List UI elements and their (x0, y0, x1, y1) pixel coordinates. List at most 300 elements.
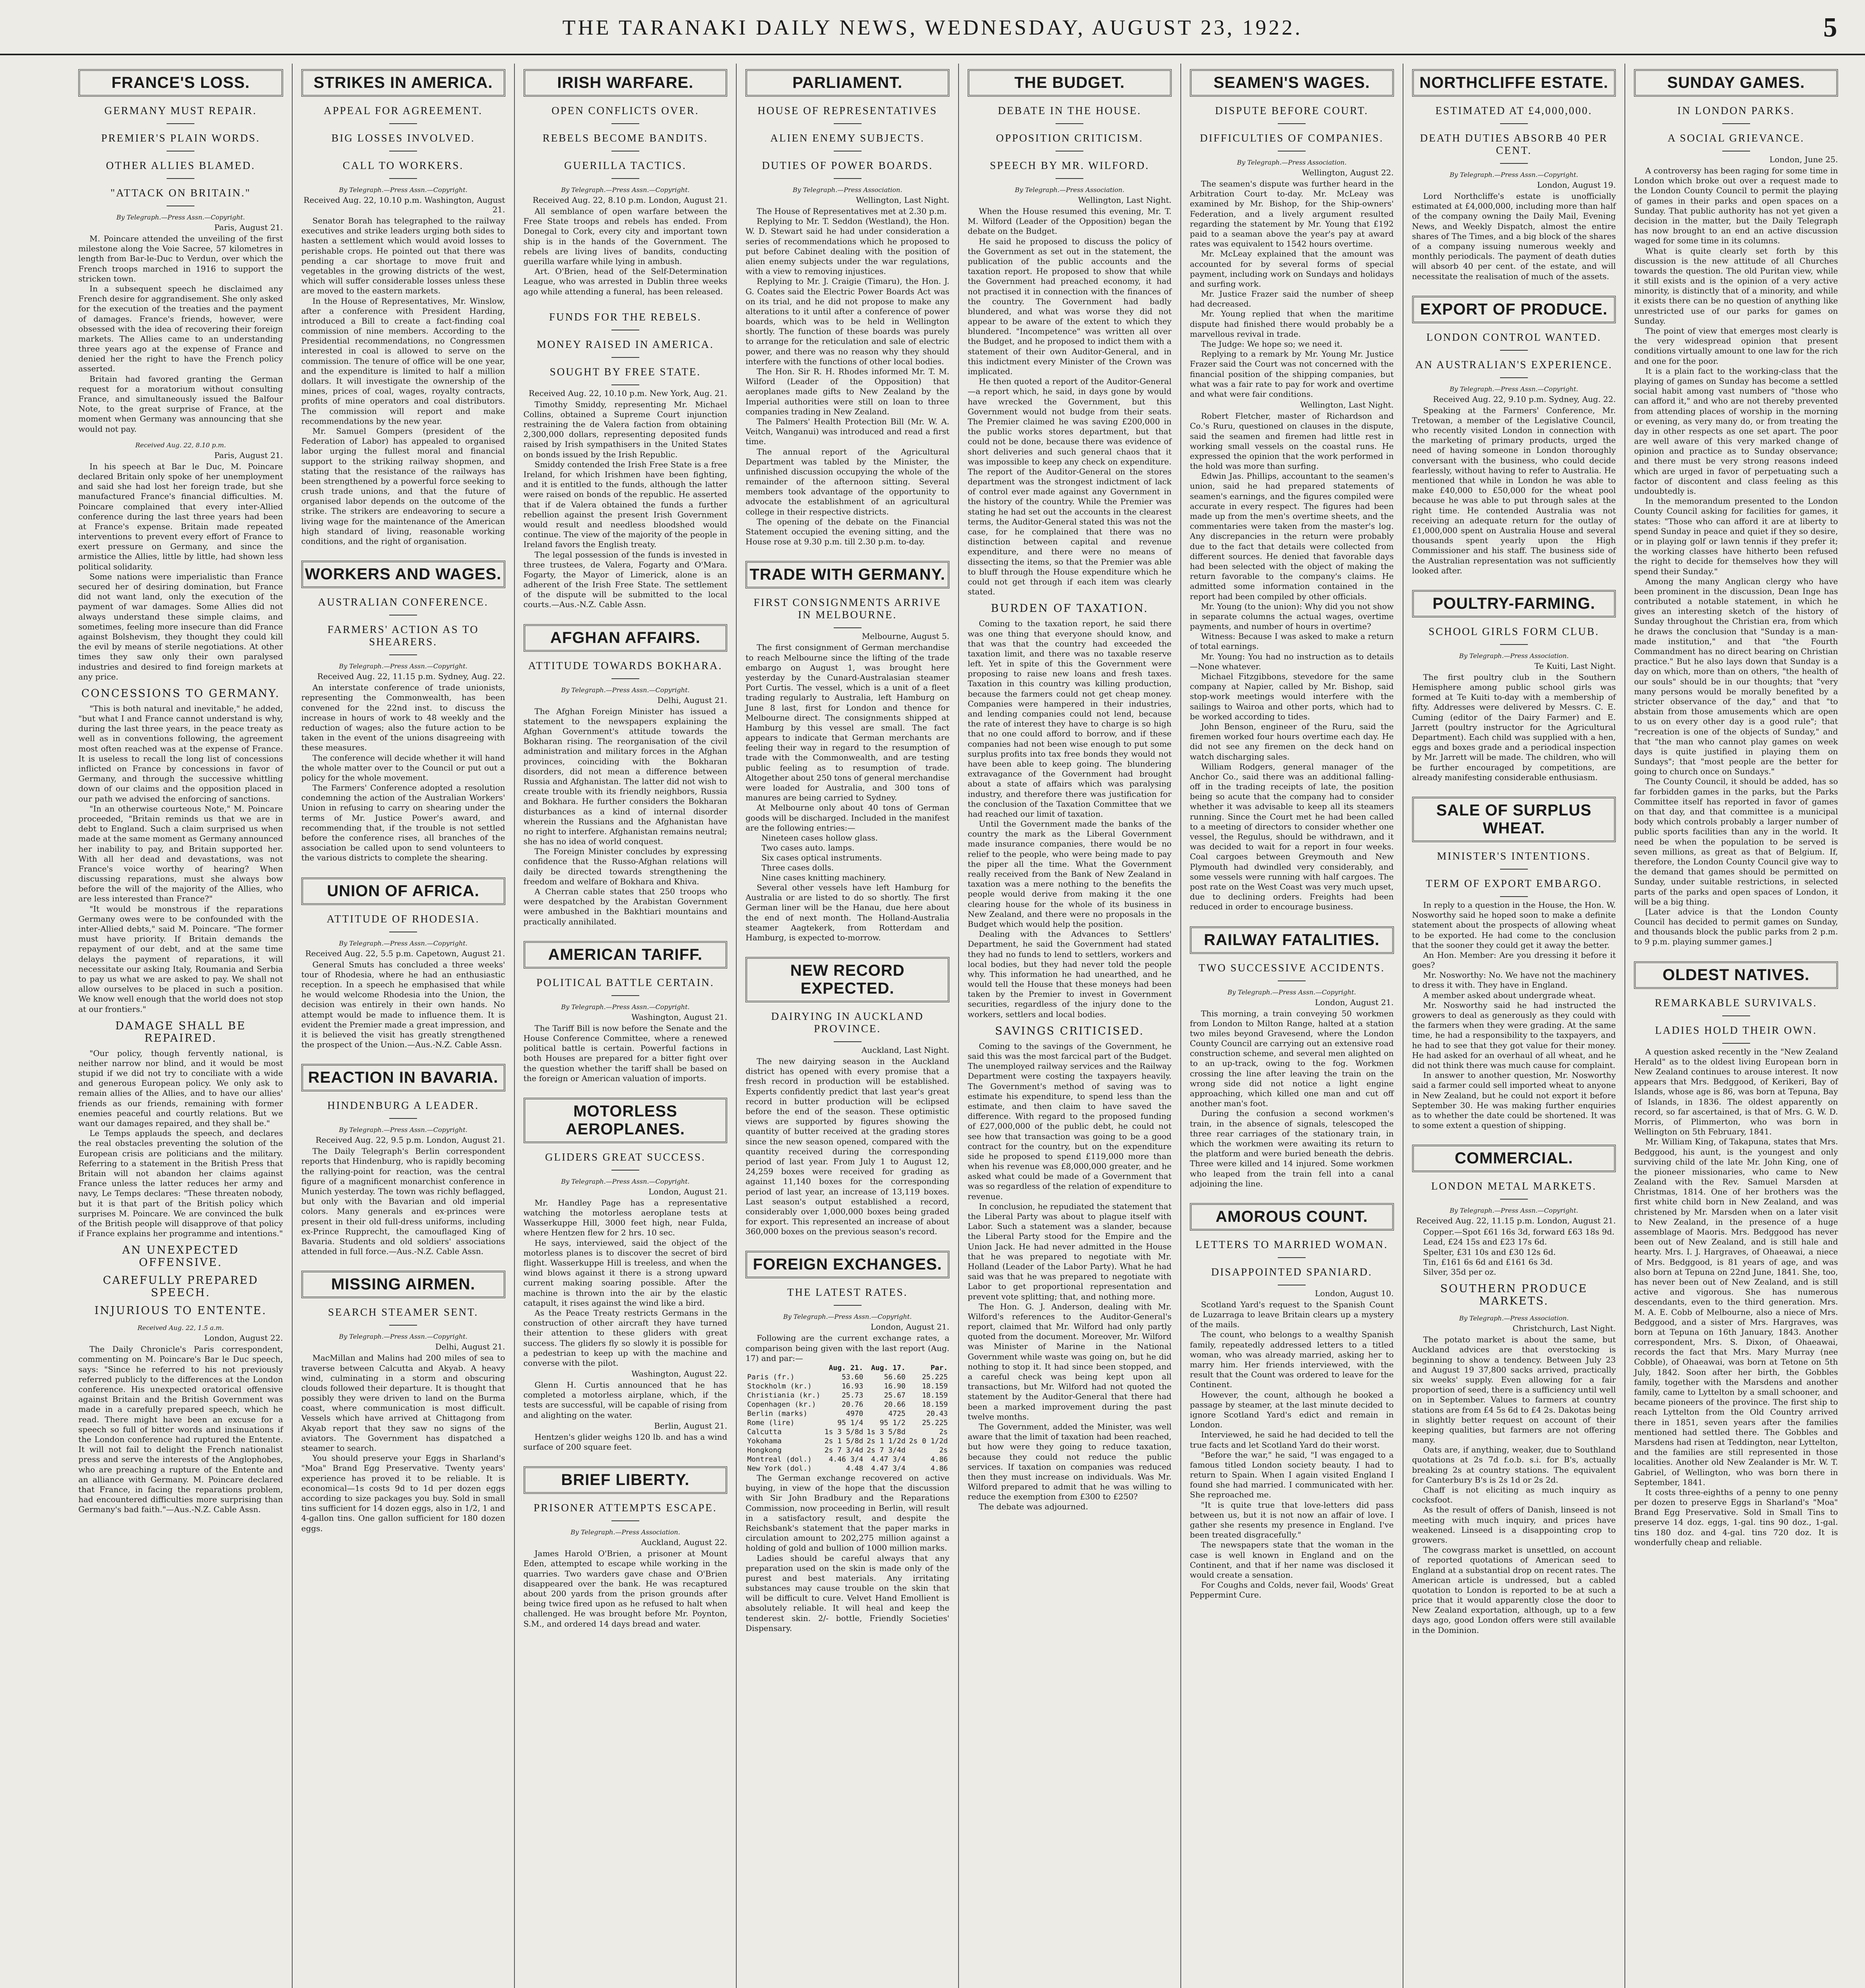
dateline: Received Aug. 22, 10.10 p.m. Washington, August 21. (303, 195, 505, 214)
section-heading: AN UNEXPECTED OFFENSIVE. (122, 1244, 239, 1269)
paragraph: A Cherran cable states that 250 troops who were despatched by the Arabistan Government were ambushed in the Bakhtiari mountains and practically annihilated. (523, 887, 728, 926)
paragraph: MacMillan and Malins had 200 miles of sea to traverse between Calcutta and Akyab. A heavy wind, culminating in a storm and obscuring clouds followed their departure. It is thought that possibly they were driven to land on the Burma coast, where communication is most difficult. Vessels which have arrived at Chittagong from Akyab report that they saw no signs of the aviators. The Government has dispatched a steamer to search. (301, 1353, 505, 1453)
subheading: A SOCIAL GRIEVANCE. (1634, 132, 1838, 151)
table-cell: 2s (939, 1428, 948, 1436)
paragraph: Smiddy contended the Irish Free State is a free Ireland, for which Irishmen have been fighting, and it is entitled to the funds, although the latter were raised on bonds of the republic. He asserted that if de Valera obtained the funds a further rebellion against the present Irish Government would result and needless bloodshed would continue. The view of the majority of the people in Ireland favors the English treaty. (523, 459, 728, 549)
table-cell: 20.43 (926, 1409, 948, 1418)
article-headline: PARLIAMENT. (745, 69, 949, 97)
table-cell: Stockholm (kr.) (747, 1382, 812, 1390)
subheading: LONDON METAL MARKETS. (1412, 1180, 1616, 1200)
paragraph: Mr. William King, of Takapuna, states that Mrs. Bedggood, his aunt, is the youngest and only surviving child of the late Mr. John King, one of the pioneer missionaries, who came to New Zealand with the Rev. Samuel Marsden at Christmas, 1814. One of her brothers was the first white child born in New Zealand, and was christened by Mr. Marsden when on a later visit to New Zealand, in the presence of a huge assemblage of Maoris. Mrs. Bedggood has never been out of New Zealand, and is still hale and hearty. Mrs. I. J. Hargraves, of Ohaeawai, a niece of Mrs. Bedggood, is 81 years of age, and was also born at Tepuna on 22nd June, 1841. She, too, has never been out of New Zealand, and is still active and vigorous. She has numerous descendants, even to the third generation. Mrs. M. A. E. Cobb of Melbourne, also a niece of Mrs. Bedggood, and a sister of Mrs. Hargraves, was born at Tepuna on 16th January, 1843. Another correspondent, Mrs. S. Dixon, of Ohaeawai, records the fact that Mrs. Mary Murray (nee Cobble), of Ohaeawai, was born at Tetone on 5th July, 1842. Soon after her birth, the Gobbles family, together with the Marsdens and another family, came to Lyttelton by a small schooner, and became pioneers of the province. The first ship to reach Lyttelton from the Old Country arrived there in 1851, seven years after the families mentioned had settled there. The Gobbles and Marsdens had risen at Teddington, near Lyttelton, and the families are still represented in those localities. Another old New Zealander is Mr. W. T. Gabriel, of Wellington, who was born there in September, 1841. (1634, 1137, 1838, 1487)
dateline: Wellington, Last Night. (856, 195, 949, 205)
wire-credit: By Telegraph.—Press Assn.—Copyright. (1227, 988, 1356, 996)
subheading: LONDON CONTROL WANTED. (1412, 331, 1616, 351)
section-heading: BURDEN OF TAXATION. (991, 602, 1149, 615)
list-item: Three cases dolls. (761, 862, 834, 872)
paragraph: Mr. Justice Frazer said the number of sheep had decreased. (1190, 289, 1394, 309)
section-heading: DAMAGE SHALL BE REPAIRED. (115, 1019, 246, 1044)
subheading: THE LATEST RATES. (745, 1286, 949, 1306)
wire-credit: By Telegraph.—Press Assn.—Copyright. (1450, 385, 1578, 393)
paragraph: What is quite clearly set forth by this discussion is the new attitude of all Churches towards the question. The old Puritan view, while it still exists and is the opinion of a very active minority, is distinctly that of a minority, and while it exists there can be no question of anything like unrestricted use of our parks for games on Sunday. (1634, 246, 1838, 326)
article-headline: REACTION IN BAVARIA. (301, 1064, 505, 1091)
paragraph: M. Poincare attended the unveiling of the first milestone along the Voie Sacree, 57 kilometres in length from Bar-le-Duc to Verdun, over which the French troops marched in 1916 to support the stricken town. (78, 234, 283, 283)
dateline: London, August 21. (648, 1186, 728, 1196)
subheading: FARMERS' ACTION AS TO SHEARERS. (301, 623, 505, 655)
subheading: DISAPPOINTED SPANIARD. (1190, 1266, 1394, 1285)
article-headline: AMERICAN TARIFF. (524, 941, 728, 969)
article-headline: SALE OF SURPLUS WHEAT. (1412, 797, 1616, 842)
table-cell: 2s 7 3/4d (824, 1446, 864, 1454)
table-cell: 20.76 (842, 1400, 864, 1409)
paragraph: Britain had favored granting the German request for a moratorium without consulting France, and simultaneously issued the Balfour Note, to the great surprise of France, at the moment when Germany was announcing that she would not pay. (78, 374, 283, 434)
subheading: IN LONDON PARKS. (1634, 105, 1838, 124)
subheading: REMARKABLE SURVIVALS. (1634, 997, 1838, 1016)
paragraph: Chaff is not eliciting as much inquiry as cocksfoot. (1412, 1485, 1616, 1505)
paragraph: A question asked recently in the "New Zealand Herald" as to the oldest living European born in New Zealand continues to arouse interest. It now appears that Mrs. Bedggood, of Kerikeri, Bay of Islands, whose age is 86, was born at Tepuna, Bay of Islands, in 1836. The oldest apparently on record, so far ascertained, is that of Mrs. G. W. D. Morris, of Plimmerton, who was born in Wellington on 5th February, 1841. (1634, 1046, 1838, 1137)
article (301, 69, 505, 546)
subheading: HOUSE OF REPRESENTATIVES (745, 105, 949, 124)
paragraph: Spelter, £31 10s and £30 12s 6d. (1423, 1247, 1556, 1257)
article-headline: THE BUDGET. (968, 69, 1172, 97)
subheading: PREMIER'S PLAIN WORDS. (78, 132, 283, 151)
subheading: CALL TO WORKERS. (301, 159, 505, 179)
article (745, 957, 949, 1237)
paragraph: It is a plain fact to the working-class that the playing of games on Sunday has become a settled social habit among vast numbers of "those who can afford it," and who are not thereby prevented from attending places of worship in the morning or evening, as very many do, or from treating the day in other respects as one set apart. The poor are well aware of this very marked change of opinion and practice as to Sunday observance; and there must be very strong reasons indeed which are urged in favor of perpetuating such a factor of discontent and class feeling as this undoubtedly is. (1634, 366, 1838, 496)
table-cell: 25.67 (884, 1391, 906, 1400)
subheading: OPEN CONFLICTS OVER. (524, 105, 728, 124)
subheading: OTHER ALLIES BLAMED. (78, 159, 283, 179)
wire-credit: By Telegraph.—Press Assn.—Copyright. (783, 1313, 912, 1321)
table-cell: 18.159 (922, 1400, 948, 1409)
article-headline: SUNDAY GAMES. (1634, 69, 1838, 97)
table-cell: Montreal (dol.) (747, 1455, 812, 1464)
dateline: Received Aug. 22, 11.15 p.m. Sydney, Aug. 22. (317, 672, 505, 681)
article-headline: IRISH WARFARE. (524, 69, 728, 97)
table-row (745, 1418, 949, 1427)
subheading: AN AUSTRALIAN'S EXPERIENCE. (1412, 359, 1616, 378)
article (745, 1251, 949, 1633)
wire-credit: By Telegraph.—Press Assn.—Copyright. (1450, 171, 1578, 179)
article-headline: BRIEF LIBERTY. (524, 1466, 728, 1494)
paragraph: Mr. Samuel Gompers (president of the Federation of Labor) has appealed to organised labor urging the fullest moral and financial support to the striking railway shopmen, and stating that the resistance of the railways has been strengthened by a powerful force seeking to crush trade unions, and that the future of organised labor depends on the outcome of the strike. The strikers are endeavoring to secure a living wage for the maintenance of the American high standard of living, reasonable working conditions, and the right of organisation. (301, 426, 505, 546)
article (524, 1098, 728, 1452)
column-header (745, 1363, 823, 1373)
paragraph: The opening of the debate on the Financial Statement occupied the evening sitting, and the House rose at 9.30 p.m. till 2.30 p.m. to-day. (745, 516, 949, 547)
subheading: BIG LOSSES INVOLVED. (301, 132, 505, 151)
paragraph: You should preserve your Eggs in Sharland's "Moa" Brand Egg Preservative. Twenty years' experience has proved it to be reliable. It is economical—1s costs 9d to 1d per dozen eggs according to size packages you buy. Sold in small tins sufficient for 14 dozen eggs, also in 1/2, 1 and 4-gallon tins. One gallon sufficient for 180 dozen eggs. (301, 1453, 505, 1533)
paragraph: Hentzen's glider weighs 120 lb. and has a wind surface of 200 square feet. (523, 1432, 728, 1452)
table-cell: 25.225 (922, 1419, 948, 1427)
paragraph: Timothy Smiddy, representing Mr. Michael Collins, obtained a Supreme Court injunction restraining the de Valera faction from obtaining 2,300,000 dollars, representing deposited funds raised by Irish sympathisers in the United States on bonds issued by the Irish Republic. (523, 399, 728, 459)
table-cell: Rome (lire) (747, 1419, 795, 1427)
paragraph: The count, who belongs to a wealthy Spanish family, repeatedly addressed letters to a titled woman, who was already married, asking her to marry him. Her friends interviewed, with the result that the Count was ordered to leave for the Continent. (1190, 1330, 1394, 1390)
paragraph: In a subsequent speech he disclaimed any French desire for aggrandisement. She only asked for the execution of the treaties and the payment of damages. France's friends, however, were obsessed with the idea of recovering their foreign markets. The Allies came to an understanding three years ago at the expense of France and denied her the right to have the French policy asserted. (78, 283, 283, 374)
subheading: DUTIES OF POWER BOARDS. (745, 159, 949, 179)
paragraph: Silver, 35d per oz. (1423, 1267, 1496, 1277)
masthead (0, 0, 1865, 55)
article-headline: POULTRY-FARMING. (1412, 590, 1616, 617)
subheading: AUSTRALIAN CONFERENCE. (301, 596, 505, 615)
subheading: PRISONER ATTEMPTS ESCAPE. (524, 1502, 728, 1521)
article (524, 624, 728, 927)
column-7 (1403, 64, 1625, 1988)
wire-credit: By Telegraph.—Press Assn.—Copyright. (561, 186, 690, 194)
table-cell: 18.159 (922, 1382, 948, 1390)
wire-credit: By Telegraph.—Press Association. (1015, 186, 1125, 194)
dateline: Received Aug. 22, 8.10 p.m. London, August 21. (532, 195, 728, 205)
table-cell: 25.225 (922, 1373, 948, 1381)
section-heading: CAREFULLY PREPARED SPEECH. (103, 1274, 259, 1299)
paragraph: The County Council, it should be added, has so far forbidden games in the parks, but the Parks Committee itself has reported in favor of games on that day, and that committee is a municipal body which controls probably a larger number of public sports facilities than any in the world. It need be when the population to be served is seven millions, as great as that of Belgium. If, therefore, the London County Council give way to the demand that games should be permitted on Sunday, under suitable restrictions, in selected parts of the parks and open spaces of London, it will be a big thing. (1634, 777, 1838, 907)
article (301, 878, 505, 1050)
article-headline: WORKERS AND WAGES. (301, 561, 505, 588)
article-headline: FOREIGN EXCHANGES. (745, 1251, 949, 1278)
table-cell: Berlin (marks) (747, 1409, 807, 1418)
subheading: TWO SUCCESSIVE ACCIDENTS. (1190, 962, 1394, 981)
paragraph: The House of Representatives met at 2.30 p.m. (757, 206, 947, 216)
article (1634, 961, 1838, 1547)
table-cell: 4.86 (930, 1464, 948, 1473)
article-headline: EXPORT OF PRODUCE. (1412, 296, 1616, 323)
subheading: SCHOOL GIRLS FORM CLUB. (1412, 625, 1616, 645)
paragraph: The Judge: We hope so; we need it. (1201, 339, 1343, 349)
table-cell: 4970 (846, 1409, 864, 1418)
table-row (745, 1446, 949, 1455)
paragraph: Mr. Handley Page has a representative watching the motorless aeroplane tests at Wasserkuppe Hill, 3000 feet high, near Fulda, where Hentzen flew for 2 hrs. 10 sec. (523, 1198, 728, 1238)
table-cell: Hongkong (747, 1446, 782, 1454)
article (745, 69, 949, 547)
paragraph: He said he proposed to discuss the policy of the Government as set out in the statement, the publication of the public accounts and the taxation report. He proposed to show that while the Government had preached economy, it had not practised it in connection with the finances of the country. The Government had badly blundered, and what was worse they did not appear to be aware of the extent to which they blundered. "Incompetence" was written all over the Budget, and he proposed to indict them with a statement of their own Auditor-General, and in this indictment every Minister of the Crown was implicated. (968, 236, 1172, 376)
table-cell: 16.93 (842, 1382, 864, 1390)
paragraph: The new dairying season in the Auckland district has opened with every promise that a fresh record in production will be established. Experts confidently predict that last year's great record in butter production will be eclipsed before the end of the season. These optimistic views are supported by figures showing the quantity of butter received at the grading stores since the new season opened, compared with the quantity received during the corresponding period of last year. From July 1 to August 12, 24,259 boxes were received for grading as against 11,140 boxes for the corresponding period of last year, an increase of 13,119 boxes. Last season's output established a record, considerably over 1,000,000 boxes being graded for export. This represented an increase of about 360,000 boxes on the previous season's record. (745, 1056, 949, 1237)
dateline: Wellington, Last Night. (1078, 195, 1172, 205)
subheading: MINISTER'S INTENTIONS. (1412, 850, 1616, 870)
list-item: Two cases auto. lamps. (761, 843, 855, 852)
paragraph: Replying to Mr. T. Seddon (Westland), the Hon. W. D. Stewart said he had under consideration a series of recommendations which he proposed to put before Cabinet dealing with the position of alien enemy subjects under the war regulations, with a view to removing injustices. (745, 216, 949, 276)
subheading: GERMANY MUST REPAIR. (78, 105, 283, 124)
table-cell: 20.66 (884, 1400, 906, 1409)
section-heading: INJURIOUS TO ENTENTE. (94, 1305, 267, 1317)
article (1190, 69, 1394, 912)
article (1190, 926, 1394, 1189)
dateline: Wellington, August 22. (1302, 168, 1394, 177)
paragraph: Until the Government made the banks of the country the mark as the Liberal Government made insurance companies, there would be no relief to the people, who were being made to pay the piper all the time. What the Government really received from the Bank of New Zealand in taxation was a mere nothing to the benefits the people would derive from making it the one clearing house for the whole of its business in New Zealand, and there were no proposals in the Budget which would help the position. (968, 819, 1172, 929)
article (524, 69, 728, 297)
paragraph: Mr. Young (to the union): Why did you not show in separate columns the actual wages, overtime payments, and number of hours in overtime? (1190, 601, 1394, 631)
paragraph: "Before the war," he said, "I was engaged to a famous titled London society beauty. I had to return to Spain. When I again visited England I found she had married. I communicated with her. She reproached me. (1190, 1450, 1394, 1500)
list-item: Nineteen cases hollow glass. (761, 833, 878, 843)
column-8 (1624, 64, 1847, 1988)
article (1412, 1145, 1616, 1635)
paragraph: The Palmers' Health Protection Bill (Mr. W. A. Veitch, Wanganui) was introduced and read a first time. (745, 416, 949, 447)
table-cell: 4.86 (930, 1455, 948, 1464)
newspaper-title: THE TARANAKI DAILY NEWS, WEDNESDAY, AUGUST 23, 1922. (562, 16, 1303, 39)
paragraph: Several other vessels have left Hamburg for Australia or are listed to do so shortly. The first German liner will be the Hanau, due here about the end of next month. The Holland-Australia steamer Aagtekerk, from Rotterdam and Hamburg, is expected to-morrow. (745, 882, 949, 942)
paragraph: For Coughs and Colds, never fail, Woods' Great Peppermint Cure. (1190, 1580, 1394, 1600)
wire-credit: By Telegraph.—Press Assn.—Copyright. (561, 1177, 690, 1185)
paragraph: Mr. McLeay explained that the amount was accounted for by several forms of special payment, including work on Sundays and holidays and surfing work. (1190, 249, 1394, 289)
table-row (745, 1391, 949, 1400)
subheading: DEATH DUTIES ABSORB 40 PER CENT. (1412, 132, 1616, 164)
subheading: OPPOSITION CRITICISM. (968, 132, 1172, 151)
subheading: HINDENBURG A LEADER. (301, 1099, 505, 1119)
paragraph: All semblance of open warfare between the Free State troops and rebels has ended. From Donegal to Cork, every city and important town ship is in the hands of the Government. The rebels are living lives of bandits, conducting guerilla warfare while lying in ambush. (523, 206, 728, 266)
dateline: London, August 22. (204, 1333, 283, 1343)
table-cell: Copenhagen (kr.) (747, 1400, 816, 1409)
dateline: Wellington, Last Night. (1300, 400, 1394, 410)
paragraph: At Melbourne only about 40 tons of German goods will be discharged. Included in the manifest are the following entries:— (745, 803, 949, 833)
table-cell: 95 1/2 (879, 1419, 906, 1427)
wire-credit: By Telegraph.—Press Assn.—Copyright. (339, 939, 468, 947)
paragraph: The Hon. Sir R. H. Rhodes informed Mr. T. M. Wilford (Leader of the Opposition) that aeroplanes made gifts to New Zealand by the Imperial authorities were still on loan to three companies trading in New Zealand. (745, 367, 949, 416)
article-headline: NEW RECORD EXPECTED. (745, 957, 949, 1002)
dateline: Delhi, August 21. (657, 695, 728, 705)
paragraph: The Daily Telegraph's Berlin correspondent reports that Hindenburg, who is rapidly becoming the rallying-point for reaction, was the central figure of a magnificent monarchist conference in Munich yesterday. The town was richly beflagged, but only with the Bavarian and old imperial colors. Many generals and ex-princes were present in their old full-dress uniforms, including ex-Prince Rupprecht, the camouflaged King of Bavaria. Students and old soldiers' associations attended in full force.—Aus.-N.Z. Cable Assn. (301, 1146, 505, 1256)
subheading: ALIEN ENEMY SUBJECTS. (745, 132, 949, 151)
paragraph: The conference will decide whether it will hand the whole matter over to the Council or put out a policy for the whole movement. (301, 753, 505, 782)
paragraph: Art. O'Brien, head of the Self-Determination League, who was arrested in Dublin three weeks ago while attending a funeral, has been released. (523, 266, 728, 296)
wire-credit: By Telegraph.—Press Assn.—Copyright. (116, 214, 245, 221)
paragraph: Oats are, if anything, weaker, due to Southland quotations at 2s 7d f.o.b. s.i. for B's, actually breaking 2s at country stations. The equivalent for Canterbury B's is 2s 1d or 2s 2d. (1412, 1445, 1616, 1485)
dateline: London, June 25. (1769, 155, 1838, 164)
paragraph: The Hon. G. J. Anderson, dealing with Mr. Wilford's references to the Auditor-General's report, claimed that Mr. Wilford had only partly quoted from the document. Moreover, Mr. Wilford was Minister of Marine in the National Government while waste was going on, but he did nothing to stop it. It had since been stopped, and a careful check was being kept upon all transactions, but Mr. Wilford had not quoted the statement by the Auditor-General that there had been a marked improvement during the past twelve months. (968, 1301, 1172, 1421)
paragraph: The Afghan Foreign Minister has issued a statement to the newspapers explaining the Afghan Government's attitude towards the Bokharan rising. The reorganisation of the civil administration and military forces in the Afghan provinces, coinciding with the Bokharan disorders, did not mean a difference between Russia and Afghanistan. The latter did not wish to create trouble with its friendly neighbors, Russia and Bokhara. He further considers the Bokharan disturbances as a kind of internal disorder wherein the Russians and the Afghanistan have no right to interfere. Afghanistan remains neutral; she has no idea of world conquest. (523, 706, 728, 846)
list-item: Six cases optical instruments. (761, 852, 882, 862)
dateline: Paris, August 21. (214, 450, 283, 460)
paragraph: The Farmers' Conference adopted a resolution condemning the action of the Australian Workers' Union in refusing to carry on shearing under the terms of Mr. Justice Power's award, and recommending that, if the trouble is not settled before the conference rises, all branches of the association be called upon to send volunteers to the various districts to complete the shearing. (301, 783, 505, 863)
column-header: Par. (930, 1364, 948, 1372)
paragraph: However, the count, although he booked a passage by steamer, at the last minute decided to ignore Scotland Yard's edict and remain in London. (1190, 1390, 1394, 1430)
column-6 (1180, 64, 1403, 1988)
subheading: DISPUTE BEFORE COURT. (1190, 105, 1394, 124)
table-cell: New York (dol.) (747, 1464, 812, 1473)
table-cell: Paris (fr.) (747, 1373, 795, 1381)
dateline: Christchurch, Last Night. (1512, 1324, 1616, 1334)
paragraph: In answer to another question, Mr. Nosworthy said a farmer could sell imported wheat to anyone in New Zealand, but he could not export it before September 30. He was making further enquiries as to whether the date could be shortened. It was to some extent a question of shipping. (1412, 1070, 1616, 1130)
paragraph: Replying to Mr. J. Craigie (Timaru), the Hon. J. G. Coates said the Electric Power Boards Act was on its trial, and he did not propose to make any alterations to it until after a conference of power boards, which was to be held in Wellington shortly. The function of these boards was purely to arrange for the reticulation and sale of electric power, and there was no reason why they should interfere with the functions of other local bodies. (745, 276, 949, 366)
paragraph: Lord Northcliffe's estate is unofficially estimated at £4,000,000, including more than half of the company owning the Daily Mail, Evening News, and Weekly Dispatch, almost the entire shares of The Times, and a big block of the shares of a company issuing numerous weekly and monthly periodicals. The payment of death duties will absorb 40 per cent. of the estate, and will necessitate the realisation of much of the assets. (1412, 191, 1616, 281)
table-cell: 1s 3 5/8d (867, 1428, 906, 1436)
subheading: APPEAL FOR AGREEMENT. (301, 105, 505, 124)
paragraph: The point of view that emerges most clearly is the very widespread opinion that present conditions virtually amount to one law for the rich and one for the poor. (1634, 326, 1838, 366)
section-heading: CONCESSIONS TO GERMANY. (81, 687, 280, 700)
paragraph: John Benson, engineer of the Ruru, said the firemen worked four hours overtime each day. He did not see any firemen on the deck hand on watch discharging sales. (1190, 721, 1394, 761)
paragraph: The Tariff Bill is now before the Senate and the House Conference Committee, where a renewed political battle is certain. Powerful factions in both Houses are prepared for a bitter fight over the question whether the tariff shall be based on the foreign or American valuation of imports. (523, 1023, 728, 1083)
table-cell: 2s 7 3/4d (867, 1446, 906, 1454)
dateline: London, August 21. (870, 1322, 949, 1332)
paragraph: He says, interviewed, said the object of the motorless planes is to discover the secret of bird flight. Wasserkuppe Hill is treeless, and when the wind blows against it there is a strong upward current making soaring possible. After the machine is thrown into the air by the elastic catapult, it rises against the wind like a bird. (523, 1238, 728, 1308)
table-cell: Calcutta (747, 1428, 782, 1436)
paragraph: The first consignment of German merchandise to reach Melbourne since the lifting of the trade embargo on August 1, was brought here yesterday by the Cunard-Australasian steamer Port Curtis. The vessel, which is a unit of a fleet trading regularly to Australia, left Hamburg on June 8 last, first for London and thence for Melbourne direct. The consignments shipped at Hamburg by this vessel are small. The fact appears to indicate that German merchants are feeling their way in regard to the resumption of trade with the Commonwealth, and are testing public feeling as to resumption of trade. Altogether about 250 tons of general merchandise were loaded for Australia, and 300 tons of manures are being carried to Sydney. (745, 643, 949, 803)
subheading: FIRST CONSIGNMENTS ARRIVE IN MELBOURNE. (745, 596, 949, 628)
paragraph: As the result of offers of Danish, linseed is not meeting with much inquiry, and prices have weakened. Linseed is a disappointing crop to growers. (1412, 1505, 1616, 1545)
exchange-rates-table (745, 1363, 949, 1473)
paragraph: In the memorandum presented to the London County Council asking for facilities for games, it states: "Those who can afford it are at liberty to spend Sunday in peace and quiet if they so desire, or in playing golf or lawn tennis if they prefer it; the working classes have hitherto been refused the right to decide for themselves how they will spend their Sunday." (1634, 496, 1838, 576)
paragraph: This morning, a train conveying 50 workmen from London to Milton Range, halted at a station two miles beyond Gravesend, where the London County Council are carrying out an extensive road construction scheme, and several men alighted on to an up-track, owing to the fog. Workmen crossing the line after leaving the train on the wrong side did not notice a light engine approaching, which killed one man and cut off another man's foot. (1190, 1008, 1394, 1109)
subheading: LADIES HOLD THEIR OWN. (1634, 1024, 1838, 1044)
paragraph: The German exchange recovered on active buying, in view of the hope that the discussion with Sir John Bradbury and the Reparations Commission, now proceeding in Berlin, will result in a satisfactory result, and despite the Reichsbank's statement that the paper marks in circulation amount to 202,275 million against a holding of gold and bullion of 1000 million marks. (745, 1473, 949, 1553)
paragraph: The cowgrass market is unsettled, on account of reported quotations of American seed to England at a substantial drop on recent rates. The American article is undressed, but a cabled quotation to London is reported to be at such a price that it would apparently close the door to New Zealand exportation, although, up to a few days ago, good London offers were still available in the Dominion. (1412, 1545, 1616, 1635)
paragraph: Interviewed, he said he had decided to tell the true facts and let Scotland Yard do their worst. (1190, 1430, 1394, 1450)
article-headline: AMOROUS COUNT. (1190, 1203, 1394, 1231)
dateline: London, August 19. (1537, 180, 1616, 190)
article (524, 941, 728, 1083)
subheading: MONEY RAISED IN AMERICA. (524, 338, 728, 358)
paragraph: General Smuts has concluded a three weeks' tour of Rhodesia, where he had an enthusiastic reception. In a speech he emphasised that while he would welcome Rhodesia into the Union, the decision was entirely in their own hands. No attempt would be made to influence them. It is evident the Premier made a great impression, and it is believed the visit has greatly strengthened the prospect of the Union.—Aus.-N.Z. Cable Assn. (301, 959, 505, 1050)
paragraph: Mr. Nosworthy: No. We have not the machinery to dress it with. They have in England. (1412, 970, 1616, 990)
paragraph: Ladies should be careful always that any preparation used on the skin is made only of the purest and best materials. Any irritating substances may cause trouble on the skin that will be difficult to cure. Velvet Hand Emollient is absolutely reliable. It will heal and keep the tenderest skin. 2/- bottle, Friendly Societies' Dispensary. (745, 1553, 949, 1633)
paragraph: Mr. Nosworthy said he had instructed the growers to deal as generously as they could with the farmers when they were grading. At the same time, he had a responsibility to the taxpayers, and he had to see that they got value for their money. He had asked for an overhaul of all wheat, and he did not think there was much cause for complaint. (1412, 1000, 1616, 1070)
subheading: DEBATE IN THE HOUSE. (968, 105, 1172, 124)
paragraph: Mr. Young: You had no instruction as to details—None whatever. (1190, 651, 1394, 671)
paragraph: Dealing with the Advances to Settlers' Department, he said the Government had stated they had no funds to lend to settlers, workers and local bodies, but they had never told the people why. This information he had unearthed, and he would tell the House that these moneys had been taken by the Premier to invest in Government securities, regardless of the injury done to the workers, settlers and local bodies. (968, 929, 1172, 1019)
paragraph: Some nations were imperialistic than France secured her of desiring domination, but France did not want land, only the execution of the payment of war damages. Some Allies did not always understand these simple claims, and sometimes, feeling more insecure than did France against Bolshevism, they thought they could kill the evil by means of sterile negotiations. At other times they saw only their own paralysed industries and desired to find foreign markets at any price. (78, 571, 283, 681)
table-cell: 4725 (888, 1409, 906, 1418)
wire-credit: By Telegraph.—Press Assn.—Copyright. (561, 1003, 690, 1011)
paragraph: The seamen's dispute was further heard in the Arbitration Court to-day. Mr. McLeay was examined by Mr. Bishop, for the Ship-owners' Federation, and a lively argument resulted regarding the statement by Mr. Young that £192 paid to a seaman above the year's pay at award rates was equivalent to 1542 hours overtime. (1190, 179, 1394, 249)
table-cell: 4.46 3/4 (829, 1455, 864, 1464)
paragraph: "Our policy, though fervently national, is neither narrow nor blind, and it would be most stupid if we did not try to conciliate with a wide and generous European policy. We only ask to remain allies of the Allies, and to have our allies' friends as our friends, remaining with former enemies peaceful and courtly relations. But we want our damages repaired, and they shall be." (78, 1048, 283, 1128)
table-cell: Yokohama (747, 1437, 782, 1445)
article-headline: UNION OF AFRICA. (301, 878, 505, 905)
table-row (745, 1409, 949, 1418)
paragraph: Among the many Anglican clergy who have been prominent in the discussion, Dean Inge has contributed a notable statement, in which he gives an interesting sketch of the history of Sunday throughout the Christian era, from which he draws the conclusion that "Sunday is a man-made institution," and that "the Fourth Commandment has no direct bearing on Christian practice." But he also lays down that Sunday is a day on which, more than on others, "the health of our souls" should be in our thoughts; that "very many persons would be morally benefited by a stricter observance of the day," and that "to abstain from those amusements which are open to us on every other day is a good rule"; that "recreation is one of the objects of Sunday," and that "the man who cannot play games on week days is quite justified in playing them on Sundays"; that "most people are the better for going to church once on Sundays." (1634, 576, 1838, 777)
paragraph: Replying to a remark by Mr. Young Mr. Justice Frazer said the Court was not concerned with the financial position of the shipping companies, but what was a fair rate to pay for work and overtime and what were fair conditions. (1190, 349, 1394, 399)
article (1412, 797, 1616, 1130)
column-header: Aug. 21. (829, 1364, 864, 1372)
paragraph: Robert Fletcher, master of Richardson and Co.'s Ruru, questioned on clauses in the dispute, said the seamen and firemen had little rest in working small vessels on the coastal runs. He expressed the opinion that the work performed in the hold was more than surfing. (1190, 411, 1394, 471)
paragraph: The annual report of the Agricultural Department was tabled by the Minister, the unfinished discussion occupying the whole of the remainder of the afternoon sitting. Several members took advantage of the opportunity to advocate the establishment of an agricultural college in their respective districts. (745, 447, 949, 516)
dateline: Berlin, August 21. (654, 1421, 728, 1431)
paragraph: In his speech at Bar le Duc, M. Poincare declared Britain only spoke of her unemployment and said she had lost her foreign trade, but she manufactured France's financial difficulties. M. Poincare complained that every inter-Allied conference during the last three years had been at France's expense. Britain made repeated interventions to prevent every effort of France to exert pressure on Germany, and since the armistice the Allies, little by little, had shown less political solidarity. (78, 461, 283, 571)
paragraph: In the House of Representatives, Mr. Winslow, after a conference with President Harding, introduced a Bill to create a fact-finding coal commission of nine members. According to the Presidential recommendations, no Congressmen interested in coal is allowed to serve on the commission. The tenure of office will be one year, and the expenditure is limited to half a million dollars. It will investigate the ownership of the mines, prices of coal, wages, royalty contracts, profits of mine operators and coal distributors. The commission will report and make recommendations by the new year. (301, 296, 505, 426)
table-cell: 2s (939, 1446, 948, 1454)
paragraph: An interstate conference of trade unionists, representing the Commonwealth, has been convened for the 22nd inst. to discuss the increase in hours of work to 48 weekly and the reduction of wages; also the future action to be taken in the event of the unions disagreeing with these measures. (301, 683, 505, 753)
table-cell: 53.60 (842, 1373, 864, 1381)
dateline: Received Aug. 22, 10.10 p.m. New York, Aug. 21. (528, 388, 728, 398)
table-cell: 56.60 (884, 1373, 906, 1381)
article-headline: RAILWAY FATALITIES. (1190, 926, 1394, 954)
paragraph: A member asked about undergrade wheat. (1423, 990, 1596, 1000)
table-row (745, 1373, 949, 1382)
dateline: Received Aug. 22, 9.10 p.m. Sydney, Aug. 22. (1433, 394, 1616, 404)
table-row (745, 1464, 949, 1473)
paragraph: Edwin Jas. Phillips, accountant to the seamen's union, said he had prepared statements of seamen's earnings, and the figures compiled were accurate in every respect. The figures had been made up from the men's overtime sheets, and the commentaries were taken from the master's log. Any discrepancies in the return were probably due to the fact that details were collected from different sources. He denied that favorable days had been selected with the object of making the return favorable to the company's claims. He admitted some information contained in the report had been compiled by other officials. (1190, 471, 1394, 601)
subheading: SPEECH BY MR. WILFORD. (968, 159, 1172, 179)
article (301, 1271, 505, 1533)
table-cell: Christiania (kr.) (747, 1391, 821, 1400)
page-number: 5 (1823, 12, 1837, 43)
wire-credit: By Telegraph.—Press Assn.—Copyright. (561, 686, 690, 694)
paragraph: The legal possession of the funds is invested in three trustees, de Valera, Fogarty and O'Mara. Fogarty, the Mayor of Limerick, alone is an adherent of the Irish Free State. The settlement of the dispute will be submitted to the local courts.—Aus.-N.Z. Cable Assn. (523, 549, 728, 610)
column-1 (70, 64, 292, 1988)
column-header: Aug. 17. (871, 1364, 906, 1372)
dateline: Delhi, August 21. (435, 1342, 505, 1352)
article (968, 69, 1172, 1512)
subheading: LETTERS TO MARRIED WOMAN. (1190, 1239, 1394, 1258)
item-list (761, 833, 949, 883)
paragraph: Lead, £24 15s and £23 17s 6d. (1423, 1237, 1547, 1247)
table-header-row (745, 1363, 949, 1373)
paragraph: William Rodgers, general manager of the Anchor Co., said there was an additional falling-off in the trading receipts of late, the position being so acute that the company had to consider whether it was advisable to keep all its steamers running. Since the Court met he had been called to a meeting of directors to consider whether one vessel, the Regulus, should be withdrawn, and it was decided to wait for a report in four weeks. Coal cargoes between Greymouth and New Plymouth had dwindled very considerably, and some vessels were running with half cargoes. The post rate on the West Coast was very much upset, due to declining orders. Freights had been reduced in order to encourage business. (1190, 761, 1394, 912)
article (78, 69, 283, 1514)
paragraph: In conclusion, he repudiated the statement that the Liberal Party was about to plague itself with Labor. Such a statement was a slander, because the Liberal Party stood for the Empire and the Union Jack. He had never admitted in the House that he was prepared to negotiate with Mr. Holland (Leader of the Labor Party). What he had said was that he was prepared to negotiate with Labor to get proportional representation and prevent vote splitting; that, and nothing more. (968, 1201, 1172, 1301)
article-headline: SEAMEN'S WAGES. (1190, 69, 1394, 97)
article-headline: TRADE WITH GERMANY. (745, 561, 949, 588)
article (524, 1466, 728, 1629)
dateline: London, August 21. (1315, 997, 1394, 1007)
subheading: ATTITUDE OF RHODESIA. (301, 913, 505, 932)
article-headline: COMMERCIAL. (1412, 1145, 1616, 1172)
paragraph: Michael Fitzgibbons, stevedore for the same company at Napier, called by Mr. Bishop, said stop-work meetings would interfere with the sailings to Wairoa and other ports, which had to be worked according to tides. (1190, 672, 1394, 721)
paragraph: James Harold O'Brien, a prisoner at Mount Eden, attempted to escape while working in the quarries. Two warders gave chase and O'Brien disappeared over the bank. He was recaptured about 200 yards from the prison grounds after being twice fired upon as he refused to halt when challenged. He was brought before Mr. Poynton, S.M., and ordered 14 days bread and water. (523, 1549, 728, 1629)
wire-credit: By Telegraph.—Press Assn.—Copyright. (339, 1126, 468, 1134)
paragraph: Scotland Yard's request to the Spanish Count de Luzarraga to leave Britain clears up a mystery of the mails. (1190, 1299, 1394, 1330)
paragraph: As the Peace Treaty restricts Germans in the construction of other aircraft they have turned their attention to these gliders with great success. The gliders fly so slowly it is possible for a pedestrian to keep up with the machine and converse with the pilot. (523, 1308, 728, 1368)
paragraph: Following are the current exchange rates, a comparison being given with the last report (Aug. 17) and par:— (745, 1333, 949, 1363)
paragraph: "It would be monstrous if the reparations Germany owes were to be confounded with the inter-Allied debts," said M. Poincare. "The former must have priority. If Britain demands the repayment of our debt, and at the same time delays the payment of reparations, it will necessitate our asking Italy, Roumania and Serbia to pay us what we are asked to pay. We shall not allow ourselves to be placed in such a position. We know well enough that the world does not stop at our frontiers." (78, 904, 283, 1014)
dateline: Auckland, Last Night. (861, 1045, 949, 1055)
article-headline: MOTORLESS AEROPLANES. (524, 1098, 728, 1143)
table-row (745, 1427, 949, 1437)
subheading: GLIDERS GREAT SUCCESS. (524, 1151, 728, 1171)
paragraph: The Daily Chronicle's Paris correspondent, commenting on M. Poincare's Bar le Duc speech, says: "Since he referred to his not previously referred publicly to the differences at the London conference. His unexpected oratorical offensive against Britain and the British Government was made in a carefully prepared speech, which he read. There might have been an excuse for a speech so full of bitter words and insinuations if the London conference had ruptured the Entente. It will not fail to delight the French nationalist press and serve the interests of the Anglophobes, who are preaching a rupture of the Entente and an alliance with Germany. M. Poincare declared that France, in facing the reparations problem, had encountered difficulties more surprising than Germany's bad faith."—Aus.-N.Z. Cable Assn. (78, 1344, 283, 1514)
table-cell: 4.48 (846, 1464, 864, 1473)
article (301, 561, 505, 863)
article-headline: OLDEST NATIVES. (1634, 961, 1838, 989)
paragraph: The newspapers state that the woman in the case is well known in England and on the Continent, and that if her name was disclosed it would create a sensation. (1190, 1540, 1394, 1580)
table-cell: 2s 1 1/2d (867, 1437, 906, 1445)
paragraph: Speaking at the Farmers' Conference, Mr. Tretowan, a member of the Legislative Council, who recently visited London in connection with the marketing of primary products, urged the need of having someone in London thoroughly conversant with the business, who could decide fearlessly, without having to refer to Australia. He mentioned that while in London he was able to make £40,000 to £50,000 for the wheat pool because he was able to put through sales at the right time. He contended Australia was not receiving an adequate return for the outlay of £1,000,000 spent on Australia House and several thousands spent yearly upon the High Commissioner and his staff. The business side of the Australian representation was not sufficiently looked after. (1412, 405, 1616, 575)
table-cell: 2s 0 1/2d (909, 1437, 948, 1445)
subheading: SOUGHT BY FREE STATE. (524, 366, 728, 385)
subheading: DIFFICULTIES OF COMPANIES. (1190, 132, 1394, 151)
table-cell: 25.73 (842, 1391, 864, 1400)
paragraph: In reply to a question in the House, the Hon. W. Nosworthy said he hoped soon to make a definite statement about the prospects of allowing wheat to be exported. He had come to the conclusion that the sooner they could get it away the better. (1412, 900, 1616, 950)
wire-credit: By Telegraph.—Press Association. (1237, 159, 1347, 166)
paragraph: The Government, added the Minister, was well aware that the limit of taxation had been reached, but how were they going to reduce taxation, because they could not reduce the public services. If taxation on companies was reduced then they must increase on individuals. Was Mr. Wilford prepared to admit that he was willing to reduce the exemption from £300 to £250? (968, 1421, 1172, 1502)
article (301, 1064, 505, 1256)
table-cell: 18.159 (922, 1391, 948, 1400)
subheading: "ATTACK ON BRITAIN." (78, 187, 283, 206)
wire-credit: By Telegraph.—Press Association. (1459, 1314, 1569, 1322)
paragraph: Copper.—Spot £61 16s 3d, forward £63 18s 9d. (1423, 1227, 1615, 1237)
subheading: GUERILLA TACTICS. (524, 159, 728, 179)
paragraph: "It is quite true that love-letters did pass between us, but it is not now an affair of love. I gather she resents my presence in England. I've been treated disgracefully." (1190, 1500, 1394, 1540)
wire-credit: Received Aug. 22, 1.5 a.m. (137, 1324, 224, 1332)
dateline: Paris, August 21. (214, 223, 283, 232)
dateline: Received Aug. 22, 5.5 p.m. Capetown, August 21. (305, 948, 505, 958)
subheading: ATTITUDE TOWARDS BOKHARA. (524, 660, 728, 679)
article-headline: NORTHCLIFFE ESTATE. (1412, 69, 1616, 97)
list-item: Nine cases knitting machinery. (761, 872, 886, 882)
paragraph: Witness: Because I was asked to make a return of total earnings. (1190, 631, 1394, 651)
paragraph: Le Temps applauds the speech, and declares the real obstacles preventing the solution of the European crisis are politicians and the military. Referring to a statement in the British Press that Britain will not abandon her claims against France unless the latter reduces her army and navy, Le Temps declares: "These threaten nobody, but it is that part of the British policy which surprises M. Poincare. We are convinced the bulk of the British people will disapprove of that policy if France explains her programme and intentions." (78, 1128, 283, 1239)
paragraph: During the confusion a second workmen's train, in the absence of signals, telescoped the three rear carriages of the stationary train, in which the workmen were awaiting its return to the platform and were buried beneath the debris. Three were killed and 14 injured. Some workmen who leaped from the train fell into a canal adjoining the line. (1190, 1109, 1394, 1188)
paragraph: An Hon. Member: Are you dressing it before it goes? (1412, 950, 1616, 970)
column-4 (736, 64, 958, 1988)
dateline: Melbourne, August 5. (862, 631, 949, 641)
dateline: Auckland, August 22. (641, 1538, 728, 1547)
article (1412, 69, 1616, 282)
table-cell: 4.47 3/4 (871, 1464, 906, 1473)
paragraph: The potato market is about the same, but Auckland advices are that overstocking is beginning to show a tendency. Between July 23 and August 19 37,800 sacks arrived, practically six weeks' supply. Even allowing for a fair proportion of seed, there is a sufficiency until well on in September. Values to farmers at country stations are from £4 5s 6d to £4 2s. Dakotas being in slightly better request on account of their keeping qualities, but farmers are not offering many. (1412, 1335, 1616, 1445)
wire-credit: By Telegraph.—Press Association. (792, 186, 902, 194)
subheading: DAIRYING IN AUCKLAND PROVINCE. (745, 1010, 949, 1042)
article (1190, 1203, 1394, 1600)
paragraph: Glenn H. Curtis announced that he has completed a motorless airplane, which, if the tests are successful, will be capable of rising from and alighting on the water. (523, 1380, 728, 1420)
article (524, 311, 728, 610)
